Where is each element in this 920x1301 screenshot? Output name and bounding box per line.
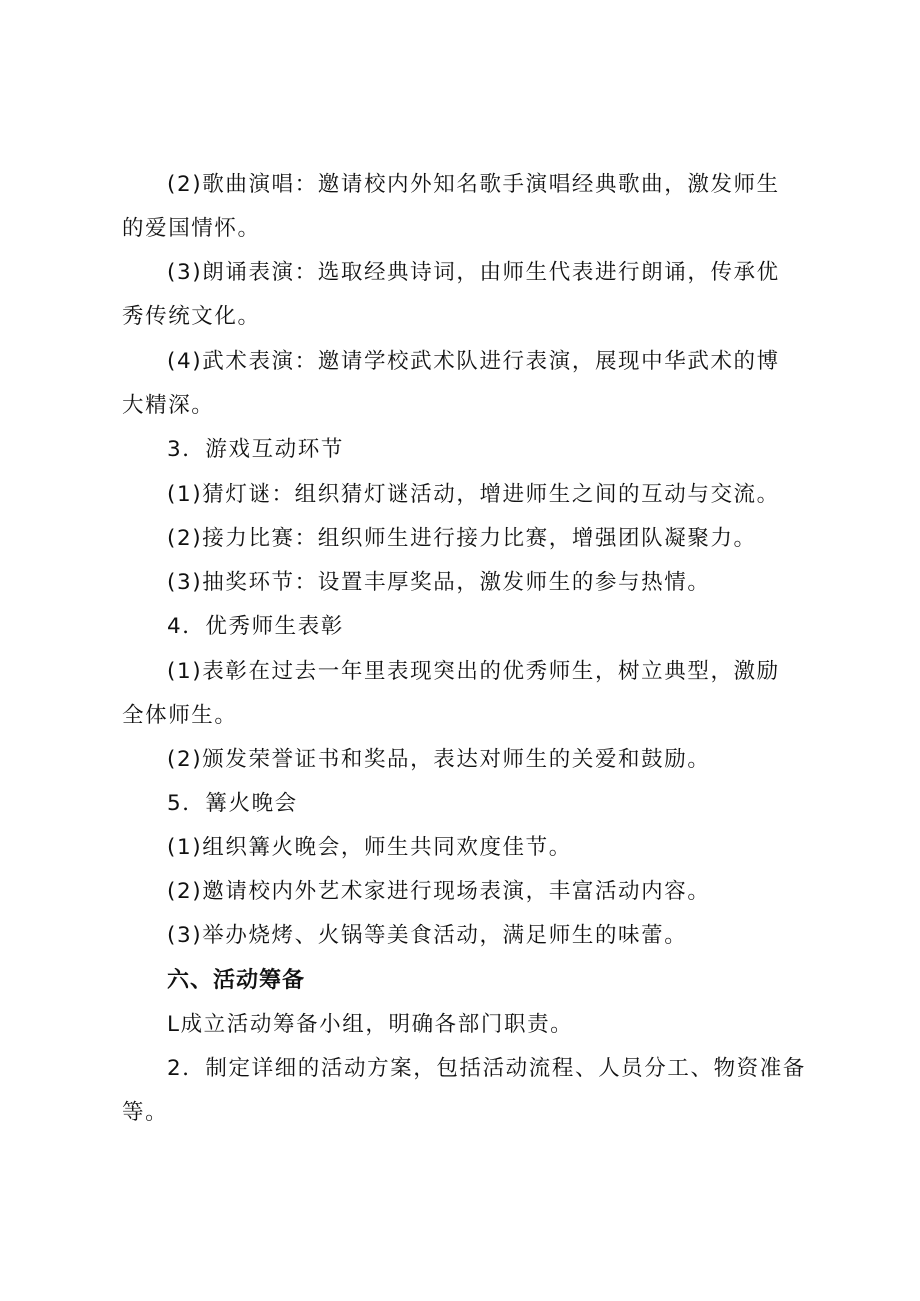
text-line: (2)接力比赛：组织师生进行接力比赛，增强团队凝聚力。: [167, 526, 757, 551]
section-heading: 3．游戏互动环节: [167, 437, 344, 462]
text-line: (1)猜灯谜：组织猜灯谜活动，增进师生之间的互动与交流。: [167, 482, 780, 507]
text-line: (1)组织篝火晚会，师生共同欢度佳节。: [167, 835, 572, 860]
text-line: 等。: [122, 1100, 169, 1125]
chapter-heading: 六、活动筹备: [167, 968, 306, 993]
text-line: (2)歌曲演唱：邀请校内外知名歌手演唱经典歌曲，激发师生: [167, 172, 780, 197]
text-line: 的爱国情怀。: [122, 216, 261, 241]
text-line: 2．制定详细的活动方案，包括活动流程、人员分工、物资准备: [167, 1056, 806, 1081]
section-heading: 5．篝火晚会: [167, 791, 298, 816]
text-line: (3)朗诵表演：选取经典诗词，由师生代表进行朗诵，传承优: [167, 260, 780, 285]
text-line: (3)抽奖环节：设置丰厚奖品，激发师生的参与热情。: [167, 570, 711, 595]
text-line: (2)颁发荣誉证书和奖品，表达对师生的关爱和鼓励。: [167, 747, 711, 772]
text-line: (1)表彰在过去一年里表现突出的优秀师生，树立典型，激励: [167, 659, 780, 684]
text-line: L成立活动筹备小组，明确各部门职责。: [167, 1012, 574, 1037]
text-line: (2)邀请校内外艺术家进行现场表演，丰富活动内容。: [167, 879, 711, 904]
text-line: (4)武术表演：邀请学校武术队进行表演，展现中华武术的博: [167, 349, 780, 374]
text-line: 大精深。: [122, 393, 215, 418]
text-line: 秀传统文化。: [122, 304, 261, 329]
text-line: (3)举办烧烤、火锅等美食活动，满足师生的味蕾。: [167, 923, 688, 948]
section-heading: 4．优秀师生表彰: [167, 614, 344, 639]
text-line: 全体师生。: [122, 703, 238, 728]
